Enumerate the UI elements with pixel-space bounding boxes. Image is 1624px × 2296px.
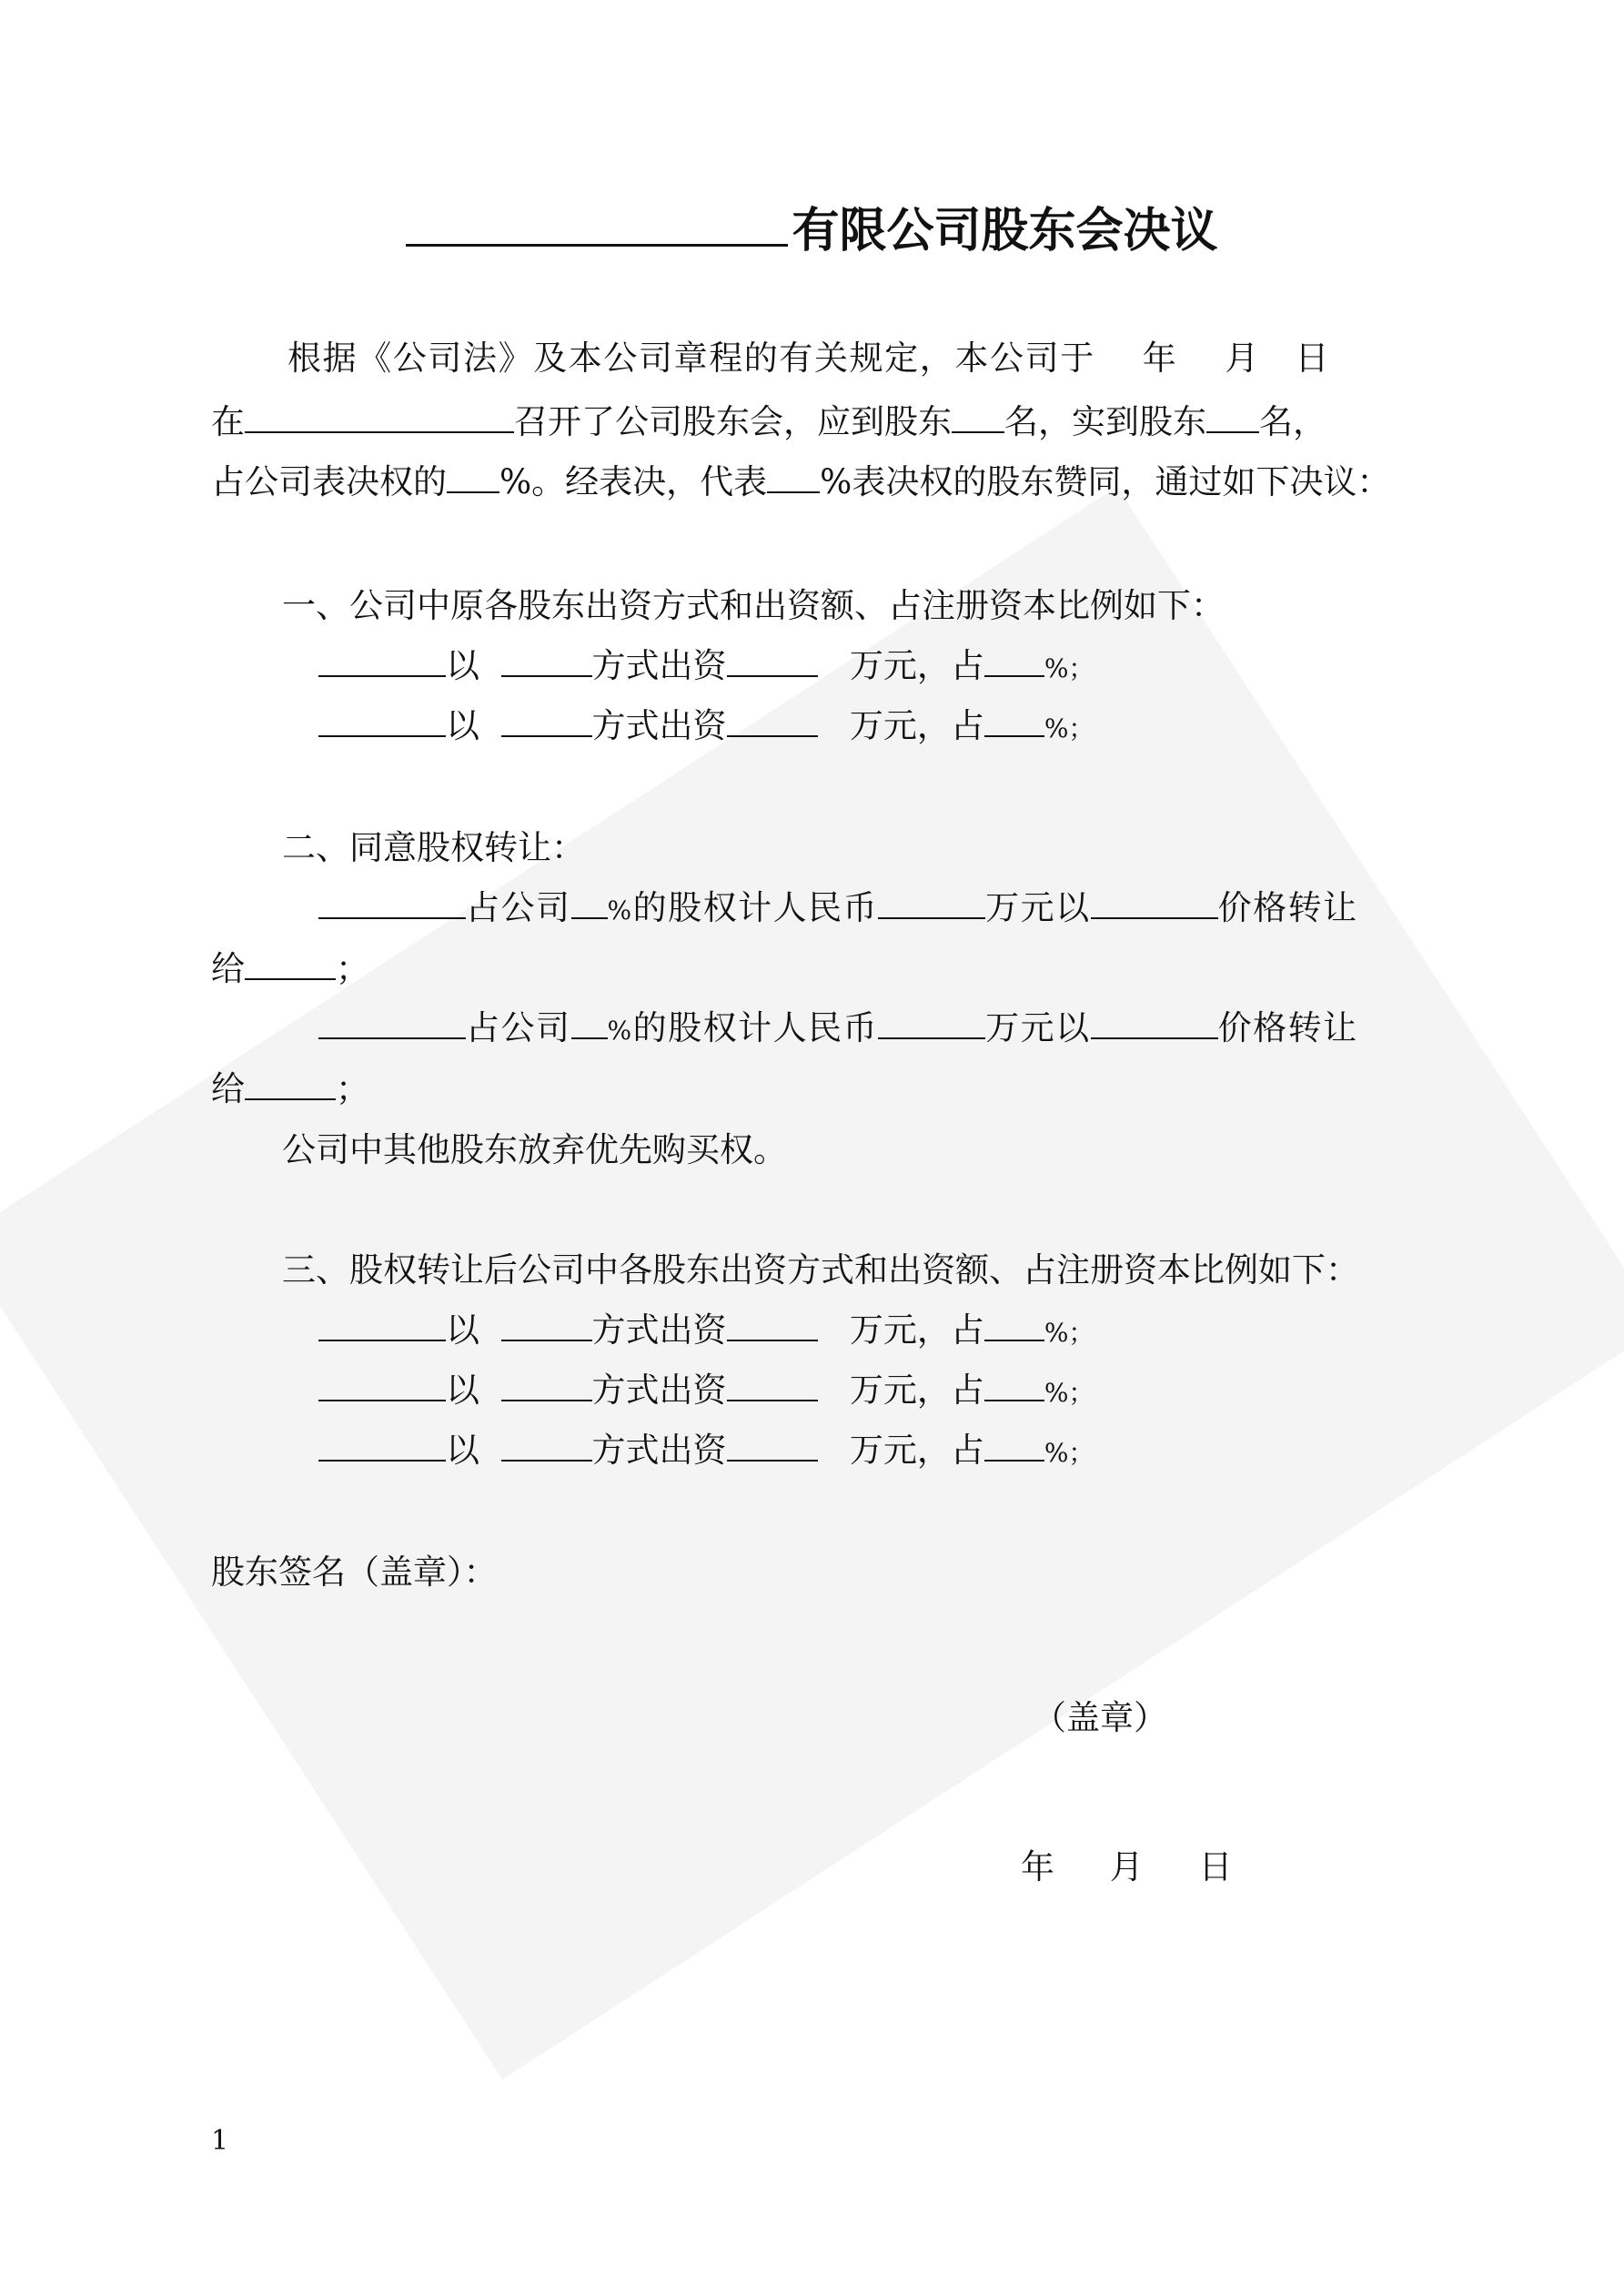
transferor-blank[interactable] bbox=[318, 1010, 466, 1039]
price-blank[interactable] bbox=[1091, 890, 1218, 919]
title-text: 有限公司股东会决议 bbox=[792, 204, 1218, 258]
amount-blank[interactable] bbox=[727, 1372, 818, 1401]
intro-line-1: 根据《公司法》及本公司章程的有关规定，本公司于 年 月 日 bbox=[287, 339, 1331, 378]
price-blank[interactable] bbox=[1091, 1010, 1218, 1039]
transferee-blank[interactable] bbox=[245, 1071, 336, 1100]
voting-rights-blank[interactable] bbox=[447, 464, 499, 493]
section2-waiver: 公司中其他股东放弃优先购买权。 bbox=[282, 1130, 787, 1169]
page-title bbox=[0, 198, 1624, 263]
date-line: 年 月 日 bbox=[1021, 1847, 1236, 1886]
rmb-amount-blank[interactable] bbox=[878, 1010, 985, 1039]
section1-heading: 一、公司中原各股东出资方式和出资额、占注册资本比例如下： bbox=[282, 586, 1225, 625]
share-percent-blank[interactable] bbox=[571, 890, 608, 919]
intro-line-3: 占公司表决权的 %。经表决，代表 %表决权的股东赞同，通过如下决议： bbox=[211, 462, 1391, 501]
shareholder-blank[interactable] bbox=[318, 1372, 446, 1401]
percent-blank[interactable] bbox=[984, 1312, 1044, 1341]
method-blank[interactable] bbox=[501, 1312, 592, 1341]
shareholder-blank[interactable] bbox=[318, 708, 446, 737]
meeting-place-blank[interactable] bbox=[245, 404, 514, 433]
percent-blank[interactable] bbox=[984, 1432, 1044, 1462]
present-shareholders-blank[interactable] bbox=[1206, 404, 1259, 433]
section2-heading: 二、同意股权转让： bbox=[282, 828, 585, 867]
shareholder-blank[interactable] bbox=[318, 1432, 446, 1462]
shareholder-blank[interactable] bbox=[318, 1312, 446, 1341]
signature-label: 股东签名（盖章）： bbox=[211, 1553, 498, 1592]
transferor-blank[interactable] bbox=[318, 890, 466, 919]
section1-row-1: 以 方式出资 万元，占 %； bbox=[318, 646, 1094, 689]
page-number: 1 bbox=[211, 2125, 229, 2157]
rmb-amount-blank[interactable] bbox=[878, 890, 985, 919]
section3-row-3: 以 方式出资 万元，占 %； bbox=[318, 1431, 1094, 1473]
seal-label: （盖章） bbox=[1033, 1698, 1167, 1737]
percent-blank[interactable] bbox=[984, 648, 1044, 677]
company-name-blank[interactable] bbox=[406, 198, 788, 247]
amount-blank[interactable] bbox=[727, 648, 818, 677]
section2-transfer-1: 占公司 %的股权计人民币 万元以 价格转让 bbox=[318, 888, 1358, 931]
method-blank[interactable] bbox=[501, 1432, 592, 1462]
section1-row-2: 以 方式出资 万元，占 %； bbox=[318, 706, 1094, 749]
percent-blank[interactable] bbox=[984, 1372, 1044, 1401]
section3-row-2: 以 方式出资 万元，占 %； bbox=[318, 1371, 1094, 1413]
due-shareholders-blank[interactable] bbox=[952, 404, 1004, 433]
percent-blank[interactable] bbox=[984, 708, 1044, 737]
amount-blank[interactable] bbox=[727, 1432, 818, 1462]
share-percent-blank[interactable] bbox=[571, 1010, 608, 1039]
section2-transfer-2: 占公司 %的股权计人民币 万元以 价格转让 bbox=[318, 1008, 1358, 1051]
shareholder-blank[interactable] bbox=[318, 648, 446, 677]
intro-line-2: 在 召开了公司股东会，应到股东 名，实到股东 名， bbox=[211, 402, 1326, 441]
transferee-blank[interactable] bbox=[245, 951, 336, 980]
section2-transferee-1: 给 ； bbox=[211, 949, 369, 988]
section2-transferee-2: 给 ； bbox=[211, 1069, 369, 1108]
method-blank[interactable] bbox=[501, 648, 592, 677]
section3-heading: 三、股权转让后公司中各股东出资方式和出资额、占注册资本比例如下： bbox=[282, 1250, 1359, 1290]
approving-rights-blank[interactable] bbox=[767, 464, 820, 493]
amount-blank[interactable] bbox=[727, 1312, 818, 1341]
amount-blank[interactable] bbox=[727, 708, 818, 737]
method-blank[interactable] bbox=[501, 708, 592, 737]
method-blank[interactable] bbox=[501, 1372, 592, 1401]
section3-row-1: 以 方式出资 万元，占 %； bbox=[318, 1310, 1094, 1353]
